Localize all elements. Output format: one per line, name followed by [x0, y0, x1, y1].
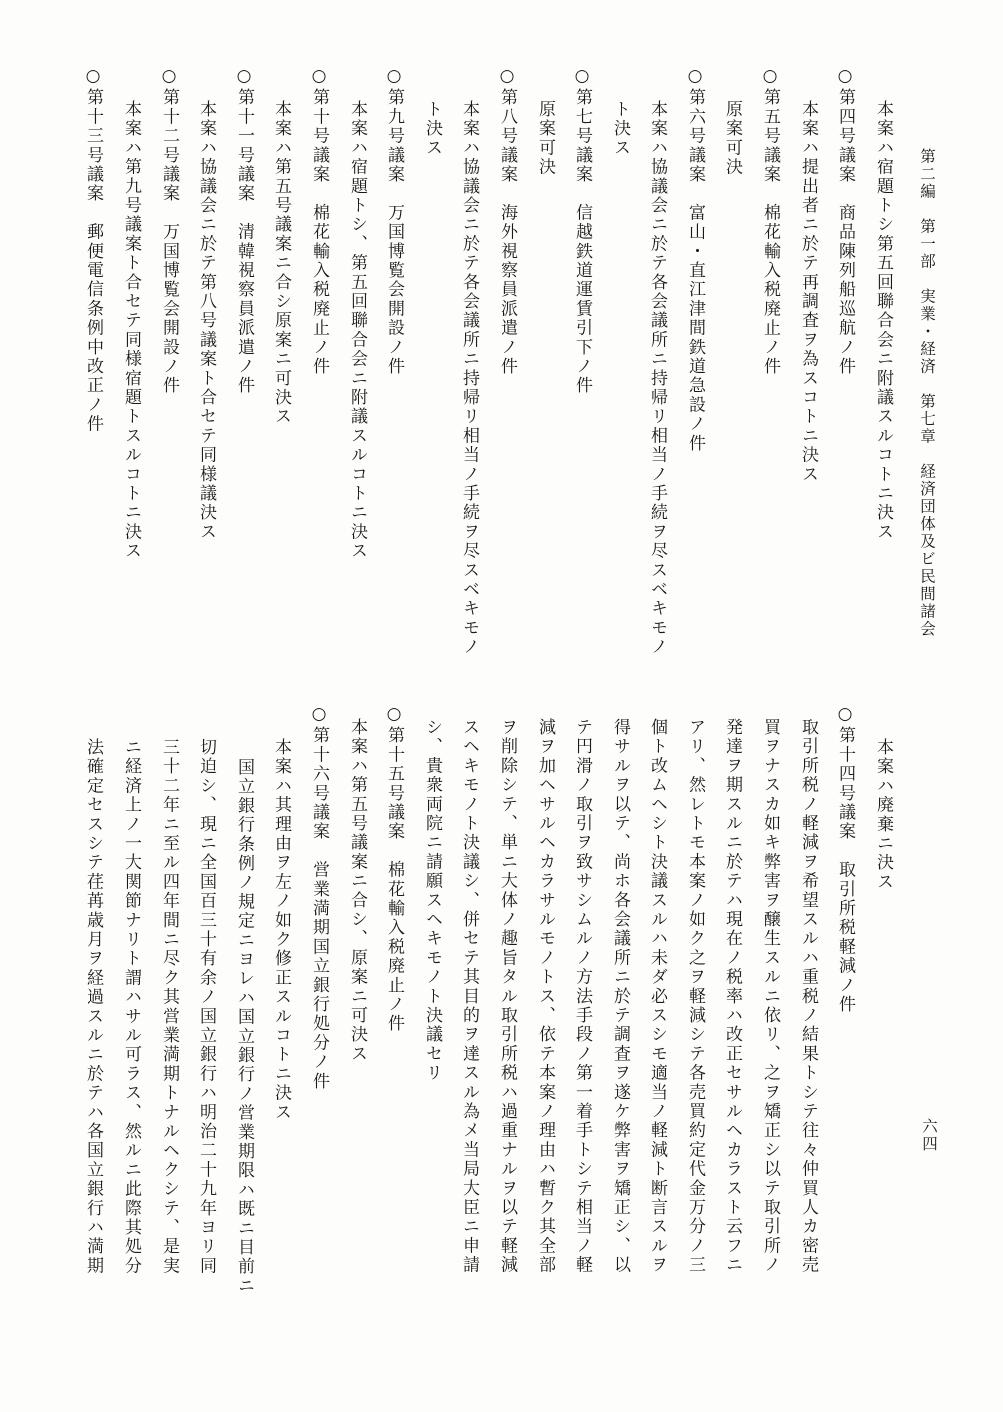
lower-line: 得サルヲ以テ、尚ホ各会議所ニ於テ調査ヲ遂ケ弊害ヲ矯正シ、以 [610, 718, 630, 1275]
upper-line: 本案ハ宿題トシ、第五回聯合会ニ附議スルコトニ決ス [347, 100, 367, 561]
upper-line: 本案ハ提出者ニ於テ再調査ヲ為スコトニ決ス [798, 100, 818, 484]
lower-line: テ円滑ノ取引ヲ致サシムルノ方法手段ノ第一着手トシテ相当ノ軽 [572, 718, 592, 1275]
lower-line: ヲ削除シテ、単ニ大体ノ趣旨タル取引所税ハ過重ナルヲ以テ軽減 [497, 718, 517, 1275]
upper-line: 原案可決 [722, 100, 742, 177]
lower-line: 買ヲナスカ如キ弊害ヲ醸生スルニ依リ、之ヲ矯正シ以テ取引所ノ [760, 718, 780, 1275]
upper-line: ○第四号議案 商品陳列船巡航ノ件 [835, 66, 855, 377]
upper-line: ○第十二号議案 万国博覧会開設ノ件 [159, 66, 179, 396]
upper-line: 本案ハ第九号議案ト合セテ同様宿題トスルコトニ決ス [121, 100, 141, 561]
upper-line: ト決ス [422, 100, 442, 158]
lower-line: ○第十四号議案 取引所税軽減ノ件 [835, 704, 855, 1015]
upper-line: 本案ハ第五号議案ニ合シ原案ニ可決ス [271, 100, 291, 427]
upper-line: ○第九号議案 万国博覧会開設ノ件 [384, 66, 404, 377]
lower-line: 国立銀行条例ノ規定ニヨレハ国立銀行ノ営業期限ハ既ニ目前ニ [234, 758, 254, 1296]
lower-line: アリ、然レトモ本案ノ如ク之ヲ軽減シテ各売買約定代金万分ノ三 [685, 718, 705, 1275]
lower-line: 本案ハ其理由ヲ左ノ如ク修正スルコトニ決ス [271, 738, 291, 1122]
upper-line: ト決ス [610, 100, 630, 158]
lower-line: 法確定セスシテ荏苒歳月ヲ経過スルニ於テハ各国立銀行ハ満期 [83, 738, 103, 1276]
upper-line: 本案ハ協議会ニ於テ各会議所ニ持帰リ相当ノ手続ヲ尽スベキモノ [647, 100, 667, 657]
upper-line: ○第十一号議案 清韓視察員派遣ノ件 [234, 66, 254, 396]
lower-line: スヘキモノト決議シ、併セテ其目的ヲ達スル為メ当局大臣ニ申請 [459, 718, 479, 1275]
upper-line: 本案ハ協議会ニ於テ各会議所ニ持帰リ相当ノ手続ヲ尽スベキモノ [459, 100, 479, 657]
lower-line: 減ヲ加ヘサルヘカラサルモノトス、依テ本案ノ理由ハ暫ク其全部 [535, 718, 555, 1275]
lower-line: ニ経済上ノ一大関節ナリト謂ハサル可ラス、然ルニ此際其処分 [121, 738, 141, 1276]
upper-line: ○第十三号議案 郵便電信条例中改正ノ件 [83, 66, 103, 434]
lower-line: ○第十六号議案 営業満期国立銀行処分ノ件 [309, 704, 329, 1091]
upper-line: ○第十号議案 棉花輸入税廃止ノ件 [309, 66, 329, 377]
lower-line: 取引所税ノ軽減ヲ希望スルハ重税ノ結果トシテ往々仲買人カ密売 [798, 718, 818, 1275]
upper-line: ○第七号議案 信越鉄道運賃引下ノ件 [572, 66, 592, 396]
upper-line: 本案ハ宿題トシ第五回聯合会ニ附議スルコトニ決ス [873, 100, 893, 542]
lower-line: 三十二年ニ至ル四年間ニ尽ク其営業満期トナルヘクシテ、是実 [159, 738, 179, 1276]
lower-line: 本案ハ廃棄ニ決ス [873, 738, 893, 892]
upper-line: 本案ハ協議会ニ於テ第八号議案ト合セテ同様議決ス [196, 100, 216, 542]
upper-line: 原案可決 [535, 100, 555, 177]
page-number: 六四 [920, 1118, 938, 1153]
lower-line: 発達ヲ期スルニ於テハ現在ノ税率ハ改正セサルヘカラスト云フニ [722, 718, 742, 1275]
lower-line: ○第十五号議案 棉花輸入税廃止ノ件 [384, 704, 404, 1034]
running-head: 第二編 第一部 実業・経済 第七章 経済団体及ビ民間諸会 [918, 148, 936, 638]
lower-line: 本案ハ第五号議案ニ合シ、原案ニ可決ス [347, 718, 367, 1064]
lower-line: 個ト改ムヘシト決議スルハ未ダ必スシモ適当ノ軽減ト断言スルヲ [647, 718, 667, 1275]
upper-line: ○第六号議案 富山・直江津間鉄道急設ノ件 [685, 66, 705, 453]
upper-line: ○第八号議案 海外視察員派遣ノ件 [497, 66, 517, 377]
lower-line: シ、貴衆両院ニ請願スヘキモノト決議セリ [422, 718, 442, 1083]
lower-line: 切迫シ、現ニ全国百三十有余ノ国立銀行ハ明治二十九年ヨリ同 [196, 738, 216, 1276]
upper-line: ○第五号議案 棉花輸入税廃止ノ件 [760, 66, 780, 377]
